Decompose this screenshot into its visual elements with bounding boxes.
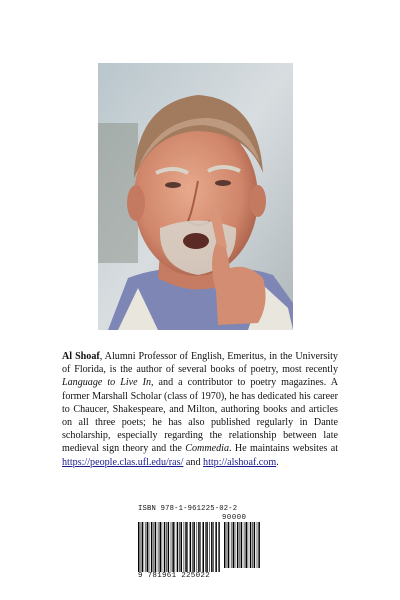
barcode-bar (147, 522, 149, 574)
author-photo (98, 63, 293, 330)
barcode-addon-number: 90000 (222, 514, 247, 522)
barcode-bar (171, 522, 172, 574)
bio-text: and (183, 456, 204, 468)
barcode-bar (200, 522, 201, 574)
barcode-bar (235, 522, 236, 568)
bio-text: . (276, 456, 279, 468)
barcode-bar (166, 522, 167, 574)
barcode-bar (142, 522, 144, 574)
barcode-bar (154, 522, 155, 574)
barcode-bar (190, 522, 192, 574)
barcode-bar (184, 522, 185, 574)
barcode-bar (197, 522, 198, 574)
author-bio (62, 350, 338, 469)
author-portrait-image (98, 63, 293, 330)
barcode-bar (257, 522, 258, 568)
barcode-bar (209, 522, 210, 574)
bio-text: , and a contributor to poetry magazines. A former Marshall Scholar (class of 1970), he has dedicated his career to Chaucer, Shakespeare, and Milton, authoring books and articles on all three poets; he has also published regularly in Dante scholarship, especially regarding the relationship between late medieval sign theory and the (62, 377, 338, 455)
barcode-bar (215, 522, 217, 574)
barcode-bar (206, 522, 208, 574)
ean-digits: 9 781961 225022 (138, 572, 220, 580)
barcode-bar (193, 522, 195, 574)
barcode-bar (233, 522, 235, 568)
commedia-title: Commedia (185, 443, 230, 455)
website-link-ufl[interactable]: https://people.clas.ufl.edu/ras/ (62, 456, 184, 468)
barcode-bar (224, 522, 226, 568)
addon-barcode-bars (224, 522, 260, 568)
isbn-number: ISBN 978-1-961225-02-2 (138, 505, 238, 513)
barcode-bar (145, 522, 146, 574)
barcode-bar (246, 522, 248, 568)
barcode-bar (213, 522, 214, 574)
barcode-bar (198, 522, 200, 574)
barcode-bar (175, 522, 176, 574)
barcode-bar (227, 522, 228, 568)
barcode-bar (231, 522, 232, 568)
barcode-bar (172, 522, 174, 574)
barcode-bar (158, 522, 159, 574)
barcode-bar (192, 522, 193, 574)
barcode-bar (240, 522, 241, 568)
barcode-bar (241, 522, 243, 568)
barcode-bar (252, 522, 253, 568)
barcode-bar (138, 522, 140, 574)
barcode-bar (228, 522, 230, 568)
barcode-bar (179, 522, 180, 574)
barcode-bar (177, 522, 179, 574)
barcode-bar (155, 522, 157, 574)
barcode-bar (248, 522, 249, 568)
barcode-bar (219, 522, 220, 574)
bio-text: , Alumni Professor of English, Emeritus, in the University of Florida, is the author of several books of poetry, most recently (62, 351, 338, 376)
ean-barcode-bars (138, 522, 220, 574)
barcode-bar (203, 522, 205, 574)
barcode-bar (254, 522, 256, 568)
barcode-bar (187, 522, 188, 574)
barcode-bar (244, 522, 245, 568)
barcode-bar (237, 522, 239, 568)
isbn-barcode (138, 505, 262, 583)
bio-text: . He maintains websites at (229, 443, 338, 455)
barcode-bar (162, 522, 163, 574)
barcode-bar (164, 522, 166, 574)
barcode-bar (211, 522, 213, 574)
barcode-bar (149, 522, 150, 574)
barcode-bar (151, 522, 153, 574)
barcode-bar (185, 522, 187, 574)
barcode-bar (160, 522, 162, 574)
barcode-bar (168, 522, 170, 574)
barcode-bar (258, 522, 260, 568)
author-name: Al Shoaf (62, 351, 100, 362)
barcode-bar (181, 522, 183, 574)
website-link-alshoaf[interactable]: http://alshoaf.com (203, 456, 277, 468)
book-title: Language to Live In (62, 377, 152, 389)
barcode-bar (141, 522, 142, 574)
barcode-bar (218, 522, 219, 574)
barcode-bar (205, 522, 206, 574)
barcode-bar (250, 522, 252, 568)
